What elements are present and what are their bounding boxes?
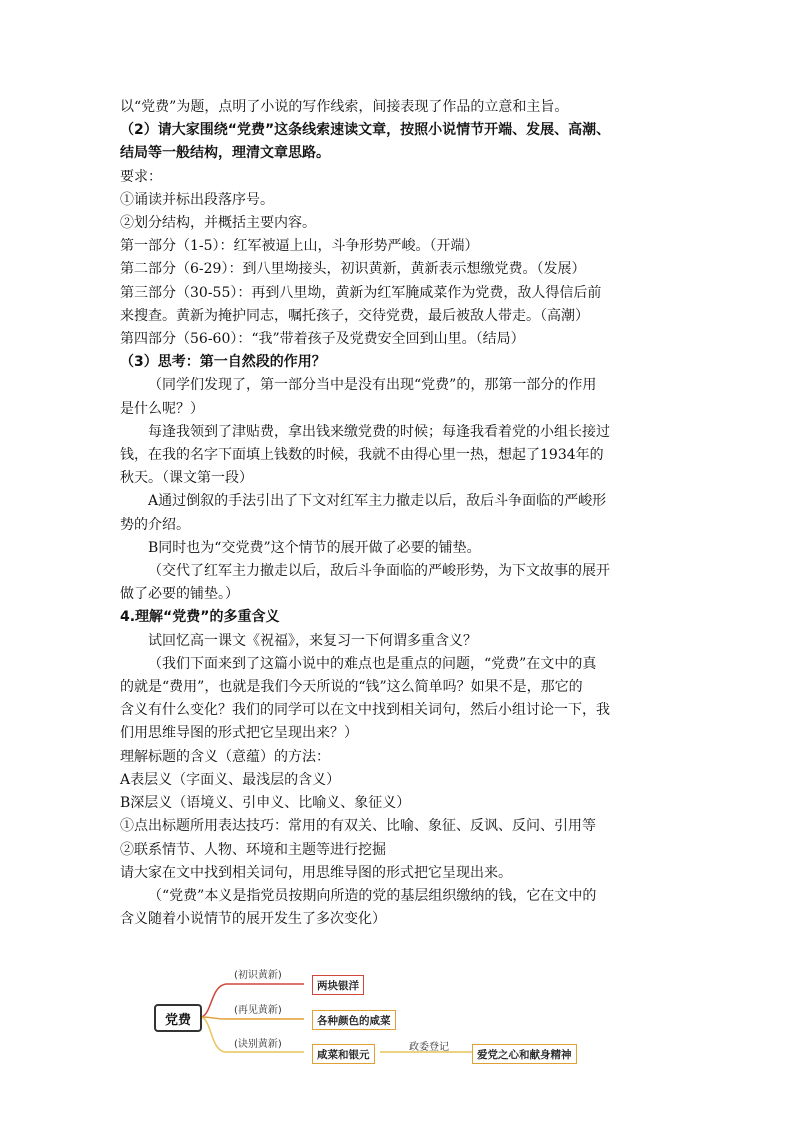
mind-map-node: 咸菜和银元 (312, 1044, 375, 1064)
branch-label: (初识黄新) (234, 970, 282, 981)
section-heading-4: 4.理解“党费”的多重含义 (120, 609, 280, 626)
structure-part-4: 第四部分（56-60）：“我”带着孩子及党费安全回到山里。（结局） (120, 331, 525, 348)
paragraph-cont: 含义随着小说情节的展开发生了多次变化） (120, 911, 386, 928)
paragraph: 以“党费”为题，点明了小说的写作线索，间接表现了作品的立意和主旨。 (120, 99, 569, 115)
structure-part-3-cont: 来搜查。黄新为掩护同志，嘱托孩子，交待党费，最后被敌人带走。（高潮） (120, 307, 589, 324)
section-heading: （2）请大家围绕“党费”这条线索速读文章，按照小说情节开端、发展、高潮、 (120, 122, 611, 139)
section-heading-cont: 结局等一般结构，理清文章思路。 (120, 145, 330, 162)
requirement-label: 要求： (120, 168, 162, 185)
quote-paragraph-cont: 钱，在我的名字下面填上钱数的时候，我就不由得心里一热，想起了1934年的 (120, 447, 604, 464)
quote-paragraph: 每逢我领到了津贴费，拿出钱来缴党费的时候；每逢我看着党的小组长接过 (148, 423, 610, 440)
requirement-item: ②划分结构，并概括主要内容。 (120, 215, 316, 232)
point-b: B同时也为“交党费”这个情节的展开做了必要的铺垫。 (148, 539, 481, 556)
method-b: B深层义（语境义、引申义、比喻义、象征义） (120, 795, 411, 812)
branch-label: (再见黄新) (234, 1005, 282, 1016)
paragraph-cont: 们用思维导图的形式把它呈现出来？） (120, 725, 358, 742)
structure-part-2: 第二部分（6-29）：到八里坳接头，初识黄新，黄新表示想缴党费。（发展） (120, 261, 586, 278)
paragraph-cont: 含义有什么变化？我们的同学可以在文中找到相关词句，然后小组讨论一下，我 (120, 702, 610, 719)
instruction: 请大家在文中找到相关词句，用思维导图的形式把它呈现出来。 (120, 864, 512, 881)
structure-part-3: 第三部分（30-55）：再到八里坳，黄新为红军腌咸菜作为党费，敌人得信后前 (120, 284, 602, 301)
mind-map-node: 各种颜色的咸菜 (312, 1010, 396, 1030)
point-a: A通过倒叙的手法引出了下文对红军主力撤走以后，敌后斗争面临的严峻形 (148, 493, 607, 510)
method-a: A表层义（字面义、最浅层的含义） (120, 771, 341, 788)
paragraph-cont: 做了必要的铺垫。） (120, 586, 239, 603)
point-a-cont: 势的介绍。 (120, 516, 190, 533)
mind-map (154, 962, 584, 1072)
mind-map-node: 两块银洋 (312, 975, 364, 995)
paragraph: 试回忆高一课文《祝福》，来复习一下何谓多重含义？ (148, 632, 477, 649)
requirement-item: ①诵读并标出段落序号。 (120, 191, 274, 208)
document-body (120, 96, 680, 931)
edge-label: 政委登记 (409, 1042, 449, 1053)
paragraph: （“党费”本义是指党员按期向所造的党的基层组织缴纳的钱，它在文中的 (148, 887, 597, 904)
paragraph-cont: 的就是“费用”，也就是我们今天所说的“钱”这么简单吗？如果不是，那它的 (120, 679, 583, 696)
method-1: ①点出标题所用表达技巧：常用的有双关、比喻、象征、反讽、反问、引用等 (120, 818, 596, 835)
paragraph: （交代了红军主力撤走以后，敌后斗争面临的严峻形势，为下文故事的展开 (148, 563, 610, 580)
paragraph: （我们下面来到了这篇小说中的难点也是重点的问题，“党费”在文中的真 (148, 655, 597, 672)
quote-paragraph-cont: 秋天。（课文第一段） (120, 470, 253, 487)
mind-map-node: 爱党之心和献身精神 (472, 1044, 577, 1064)
mind-map-root: 党费 (154, 1004, 202, 1032)
branch-label: (诀别黄新) (234, 1039, 282, 1050)
paragraph-cont: 是什么呢？） (120, 400, 204, 417)
method-title: 理解标题的含义（意蕴）的方法： (120, 748, 330, 765)
structure-part-1: 第一部分（1-5）：红军被逼上山，斗争形势严峻。（开端） (120, 238, 479, 255)
method-2: ②联系情节、人物、环境和主题等进行挖掘 (120, 841, 386, 858)
paragraph: （同学们发现了，第一部分当中是没有出现“党费”的，那第一部分的作用 (148, 377, 597, 394)
section-heading-3: （3）思考：第一自然段的作用？ (120, 354, 326, 371)
